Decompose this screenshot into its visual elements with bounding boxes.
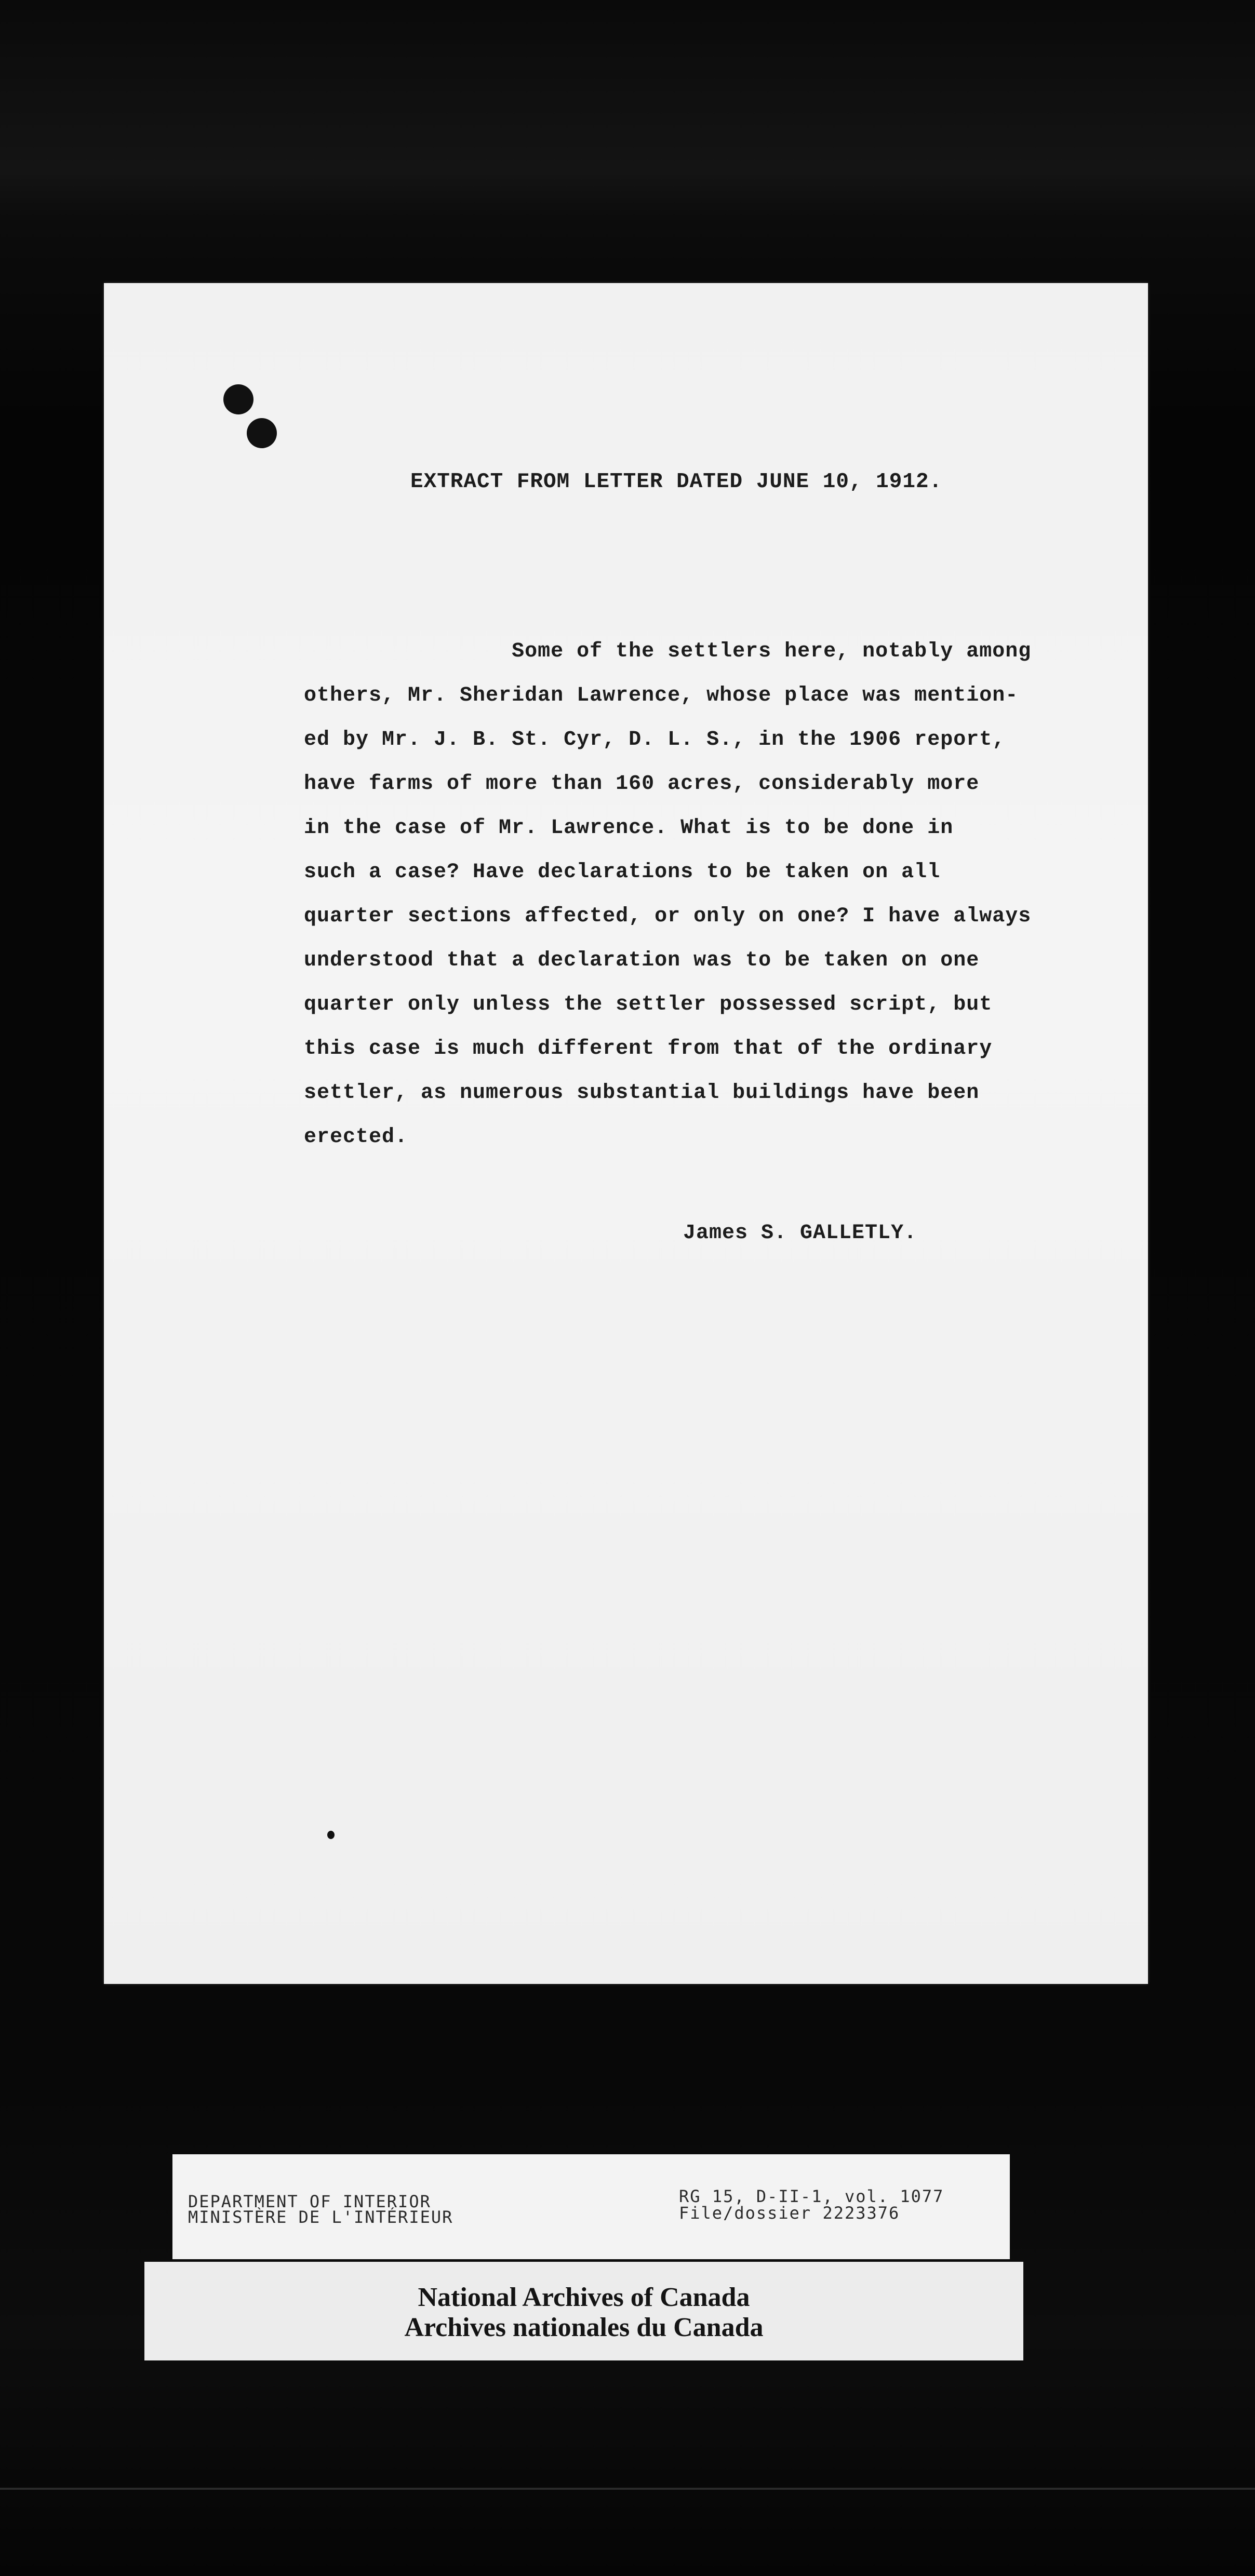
ink-speck	[327, 1831, 335, 1839]
archive-name-fr: Archives nationales du Canada	[404, 2313, 764, 2342]
paragraph-line: ed by Mr. J. B. St. Cyr, D. L. S., in the 1906 report,	[304, 728, 1006, 752]
signature: James S. GALLETLY.	[683, 1222, 917, 1245]
scan-frame-line	[0, 2488, 1255, 2490]
paragraph-line: quarter sections affected, or only on one? I have always	[304, 905, 1032, 928]
letter-heading: EXTRACT FROM LETTER DATED JUNE 10, 1912.	[410, 470, 943, 494]
paragraph-line: quarter only unless the settler possessed script, but	[304, 993, 993, 1016]
paragraph-line: in the case of Mr. Lawrence. What is to be done in	[304, 816, 954, 840]
punch-hole	[223, 384, 253, 414]
document-page	[104, 283, 1148, 1984]
paragraph-line: have farms of more than 160 acres, considerably more	[304, 772, 980, 796]
paragraph-line: erected.	[304, 1125, 408, 1149]
paragraph-line: others, Mr. Sheridan Lawrence, whose place was mention-	[304, 684, 1019, 707]
archive-name-en: National Archives of Canada	[418, 2283, 750, 2312]
paragraph-line: Some of the settlers here, notably among	[304, 640, 1032, 663]
file-number: File/dossier 2223376	[679, 2203, 900, 2223]
catalog-label	[172, 2154, 1010, 2259]
record-group-reference: RG 15, D-II-1, vol. 1077	[679, 2186, 944, 2206]
punch-hole	[247, 418, 277, 448]
paragraph-line: this case is much different from that of the ordinary	[304, 1037, 993, 1061]
archive-label	[144, 2262, 1023, 2360]
department-en: DEPARTMENT OF INTERIOR	[188, 2192, 431, 2211]
paragraph-line: settler, as numerous substantial buildings have been	[304, 1081, 980, 1105]
department-fr: MINISTÈRE DE L'INTÉRIEUR	[188, 2207, 453, 2227]
paragraph-line: such a case? Have declarations to be taken on all	[304, 861, 941, 884]
paragraph-line: understood that a declaration was to be taken on one	[304, 949, 980, 972]
